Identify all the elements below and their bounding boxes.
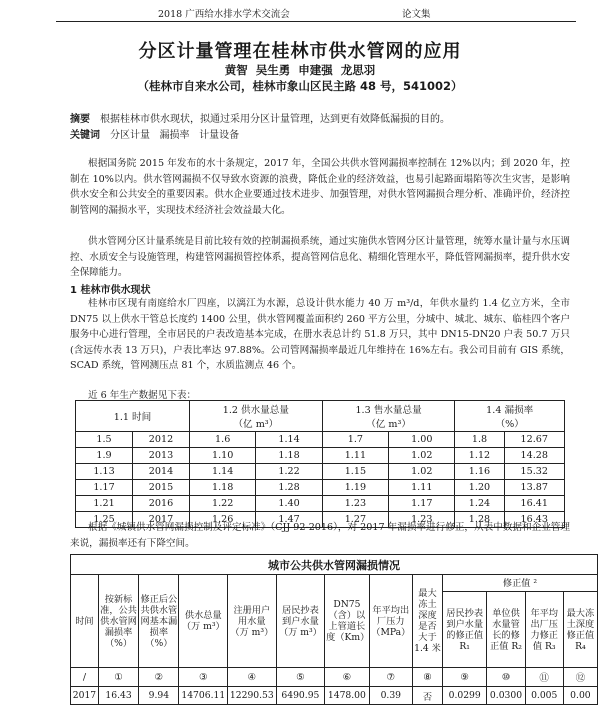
cell: 1.14 — [190, 464, 256, 480]
col-supply-header — [190, 401, 323, 432]
cell: 1.25 — [76, 512, 133, 528]
header-line: 1.2 供水量总量 — [222, 405, 289, 416]
header-unit: （亿 m³） — [366, 419, 411, 430]
cell: 1.10 — [190, 448, 256, 464]
keyword: 计量设备 — [199, 130, 240, 141]
table-row — [76, 448, 565, 464]
cell: 16.43 — [98, 687, 138, 705]
cell: 2017 — [133, 512, 190, 528]
cell: ③ — [179, 668, 228, 687]
table-header-row — [71, 575, 598, 592]
cell: 2017 — [71, 687, 99, 705]
col-header: 居民抄表到户水量（万 m³） — [276, 575, 325, 668]
cell: ⑨ — [442, 668, 486, 687]
cell: 1.28 — [455, 512, 504, 528]
col-time-header: 1.1 时间 — [76, 401, 190, 432]
cell: 1.20 — [455, 480, 504, 496]
table-number-row — [71, 668, 598, 687]
leakage-table — [70, 554, 598, 705]
cell: 1.16 — [455, 464, 504, 480]
cell: 1.18 — [190, 480, 256, 496]
cell: 1.18 — [256, 448, 322, 464]
col-header: 按新标准，公共供水管网漏损率（%） — [98, 575, 138, 668]
cell: ⑫ — [563, 668, 597, 687]
table1-caption: 近 6 年生产数据见下表： — [88, 390, 197, 401]
cell: 1.17 — [389, 496, 455, 512]
table-title-row — [71, 555, 598, 575]
cell: 0.00 — [563, 687, 597, 705]
cell: 1.7 — [322, 432, 388, 448]
author: 申建强 — [298, 63, 333, 77]
header-line: 1.3 售水量总量 — [355, 405, 422, 416]
keywords-label: 关键词 — [70, 130, 100, 141]
col-header: 年平均出厂压力修正值 R₃ — [525, 592, 563, 668]
cell: 2013 — [133, 448, 190, 464]
cell: 1.19 — [322, 480, 388, 496]
cell: 16.41 — [504, 496, 564, 512]
cell: ⑥ — [325, 668, 369, 687]
cell: 1478.00 — [325, 687, 369, 705]
cell: 1.02 — [389, 448, 455, 464]
cell: 1.14 — [256, 432, 322, 448]
cell: 2016 — [133, 496, 190, 512]
cell: 1.26 — [190, 512, 256, 528]
cell: 1.47 — [256, 512, 322, 528]
cell: 1.13 — [76, 464, 133, 480]
header-line: 1.4 漏损率 — [486, 405, 534, 416]
correction-group-header: 修正值 ² — [442, 575, 597, 592]
author: 黄智 — [224, 63, 248, 77]
table-row — [76, 432, 565, 448]
cell: ⑦ — [369, 668, 412, 687]
keywords — [70, 126, 239, 141]
cell: ⑤ — [276, 668, 325, 687]
table-row — [76, 480, 565, 496]
cell: 1.40 — [256, 496, 322, 512]
cell: 1.22 — [190, 496, 256, 512]
cell: 2015 — [133, 480, 190, 496]
cell: 0.39 — [369, 687, 412, 705]
cell: 14.28 — [504, 448, 564, 464]
cell: ⑪ — [525, 668, 563, 687]
cell: 1.11 — [389, 480, 455, 496]
author: 吴生勇 — [255, 63, 291, 77]
running-header-right: 论文集 — [402, 9, 431, 20]
cell: 15.32 — [504, 464, 564, 480]
keyword: 漏损率 — [159, 130, 190, 141]
col-time-header: 时间 — [71, 575, 99, 668]
col-header: 最大冻土深度修正值 R₄ — [563, 592, 597, 668]
cell: 1.12 — [455, 448, 504, 464]
cell: ④ — [228, 668, 277, 687]
cell: 1.22 — [256, 464, 322, 480]
table-row — [76, 496, 565, 512]
cell: 12290.53 — [228, 687, 277, 705]
cell: 1.11 — [322, 448, 388, 464]
cell: 1.02 — [389, 464, 455, 480]
production-data-table — [75, 400, 565, 528]
abstract — [70, 110, 450, 125]
col-header: 供水总量（万 m³） — [179, 575, 228, 668]
paper-title: 分区计量管理在桂林市供水管网的应用 — [138, 41, 462, 62]
cell: 1.9 — [76, 448, 133, 464]
table2-title: 城市公共供水管网漏损情况 — [71, 555, 598, 575]
cell: / — [71, 668, 99, 687]
header-unit: （亿 m³） — [233, 419, 279, 430]
cell: 1.6 — [190, 432, 256, 448]
cell: 6490.95 — [276, 687, 325, 705]
cell: 0.005 — [525, 687, 563, 705]
affiliation: （桂林市自来水公司，桂林市象山区民主路 48 号，541002） — [137, 79, 463, 93]
cell: 14706.11 — [179, 687, 228, 705]
col-header: 年平均出厂压力（MPa） — [369, 575, 412, 668]
cell: 1.27 — [322, 512, 388, 528]
abstract-text: 根据桂林市供水现状，拟通过采用分区计量管理，达到更有效降低漏损的目的。 — [100, 114, 450, 125]
cell: 1.15 — [322, 464, 388, 480]
section-heading: 1 桂林市供水现状 — [70, 285, 151, 296]
cell: 13.87 — [504, 480, 564, 496]
col-header: DN75（含）以上管道长度（Km） — [325, 575, 369, 668]
cell: 1.5 — [76, 432, 133, 448]
author: 龙思羽 — [340, 63, 376, 77]
header-rule — [56, 21, 576, 22]
cell: 9.94 — [139, 687, 179, 705]
cell: 1.24 — [455, 496, 504, 512]
body-paragraph-4: 根据《城镇供水管网漏损控制及评定标准》（CJJ 92-2016），对 2017 年漏损率进行修正，从表中数据和企业管理来说，漏损率还有下降空间。 — [70, 522, 570, 549]
body-paragraph-1: 根据国务院 2015 年发布的水十条规定，2017 年，全国公共供水管网漏损率控制在 12%以内；到 2020 年，控制在 10%以内。供水管网漏损不仅导致水资源的浪费，降低企业的经济效益，也易引起路面塌陷等次生灾害，是影响供水安全和公共安全的重要因素。供水企业要通过技术进步、加强管理，对供水管网漏损合理分析、准确评价，经济控制管网的漏损水平，实现技术经济社会效益最大化。 — [70, 158, 570, 216]
cell: 1.23 — [322, 496, 388, 512]
cell: 2014 — [133, 464, 190, 480]
col-header: 注册用户用水量（万 m³） — [228, 575, 277, 668]
col-header: 居民抄表到户水量的修正值 R₁ — [442, 592, 486, 668]
cell: ② — [139, 668, 179, 687]
table-header-row — [76, 401, 565, 432]
cell: 1.17 — [76, 480, 133, 496]
table-row — [76, 464, 565, 480]
cell: 1.23 — [389, 512, 455, 528]
cell: 1.21 — [76, 496, 133, 512]
col-header: 最大冻土深度是否大于 1.4 米 — [413, 575, 443, 668]
body-paragraph-3: 桂林市区现有南庭给水厂四座，以漓江为水源，总设计供水能力 40 万 m³/d，年供水量约 1.4 亿立方米，全市 DN75 以上供水干管总长度约 1400 公里，供水管网覆盖面积约 260 平方公里，分城中、城北、城东、临桂四个客户服务中心进行管理，全市居民的户表改造基本完成，在册水表总计约 51.8 万只，其中 DN15-DN20 户表 50.7 万只(含远传水表 13 万只)，户表比率达 97.88%。公司管网漏损率最近几年维持在 16%左右。我公司目前有 GIS 系统，SCAD 系统，管网测压点 81 个，水质监测点 46 个。 — [70, 298, 570, 372]
cell: 12.67 — [504, 432, 564, 448]
header-unit: （%） — [495, 419, 524, 430]
cell: 1.8 — [455, 432, 504, 448]
table-row — [71, 687, 598, 705]
cell: 0.0299 — [442, 687, 486, 705]
abstract-label: 摘要 — [70, 114, 90, 125]
cell: 0.0300 — [487, 687, 525, 705]
cell: 1.28 — [256, 480, 322, 496]
keyword: 分区计量 — [110, 130, 150, 141]
author-list — [0, 62, 600, 78]
body-paragraph-2: 供水管网分区计量系统是目前比较有效的控制漏损系统，通过实施供水管网分区计量管理，统筹水量计量与水压调控、水质安全与设施管理，构建管网漏损管控体系，提高管网信息化、精细化管理水平，降低管网漏损率，提升供水安全保障能力。 — [70, 236, 570, 279]
col-sales-header — [322, 401, 455, 432]
running-header-left: 2018 广西给水排水学术交流会 — [158, 9, 290, 20]
cell: 否 — [413, 687, 443, 705]
cell: ① — [98, 668, 138, 687]
col-header: 修正后公共供水管网基本漏损率（%） — [139, 575, 179, 668]
col-loss-header — [455, 401, 565, 432]
cell: 16.43 — [504, 512, 564, 528]
cell: 1.00 — [389, 432, 455, 448]
cell: ⑩ — [487, 668, 525, 687]
cell: ⑧ — [413, 668, 443, 687]
cell: 2012 — [133, 432, 190, 448]
col-header: 单位供水量管长的修正值 R₂ — [487, 592, 525, 668]
